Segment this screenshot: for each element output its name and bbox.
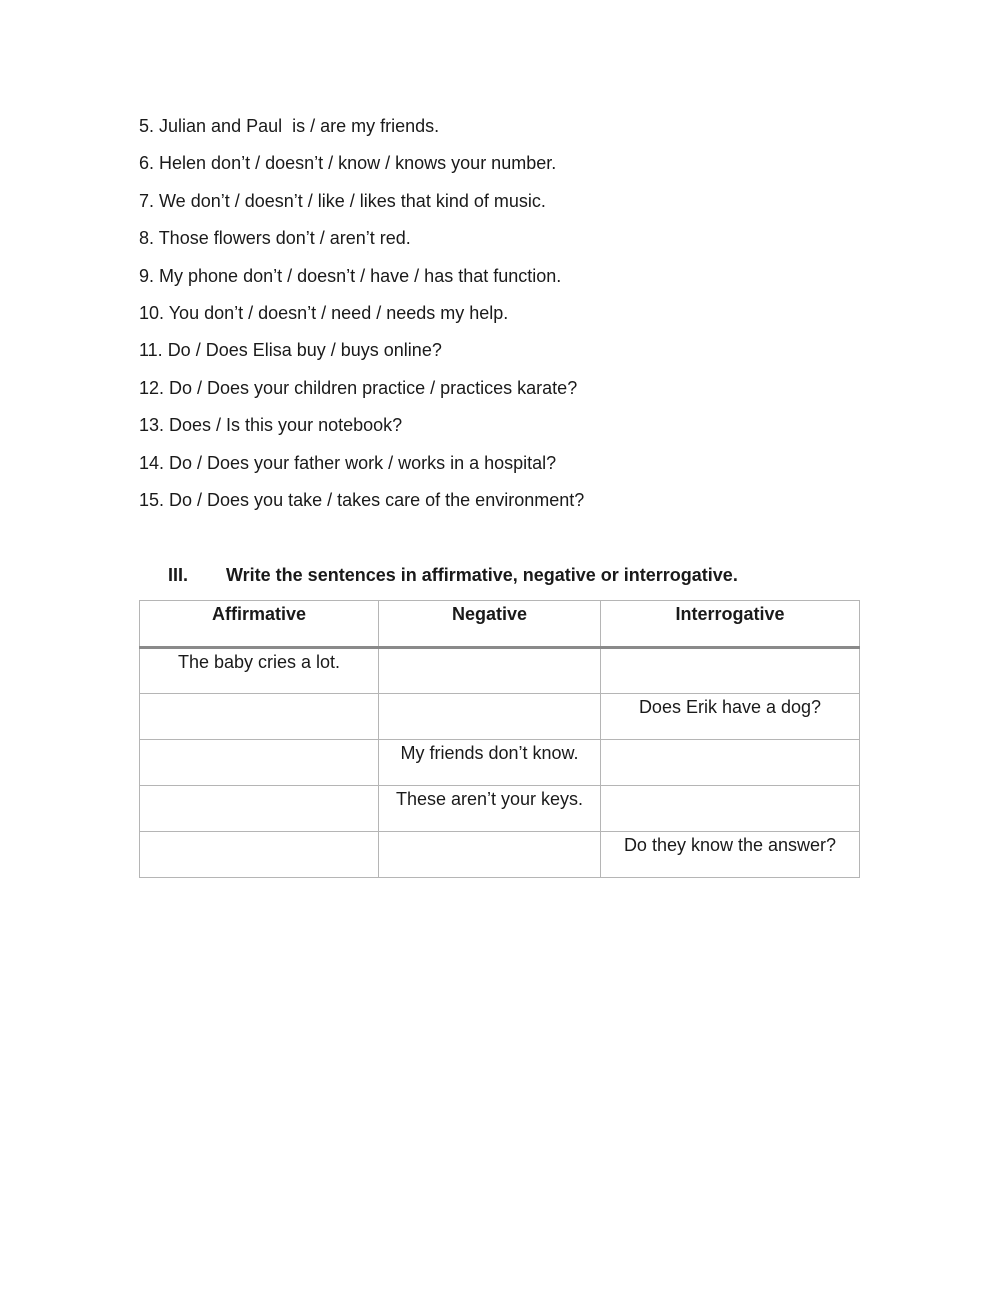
cell-interrogative[interactable]: Do they know the answer? (601, 832, 860, 878)
exercise-item-6: 6. Helen don’t / doesn’t / know / knows your number. (139, 153, 557, 174)
table-row (140, 786, 860, 832)
cell-affirmative[interactable] (140, 786, 379, 832)
cell-negative[interactable] (379, 832, 601, 878)
exercise-item-12: 12. Do / Does your children practice / practices karate? (139, 377, 578, 398)
header-affirmative: Affirmative (140, 601, 379, 648)
header-negative: Negative (379, 601, 601, 648)
section-heading (168, 563, 738, 587)
cell-interrogative[interactable] (601, 740, 860, 786)
cell-negative[interactable] (379, 694, 601, 740)
cell-interrogative[interactable] (601, 648, 860, 694)
table-row (140, 648, 860, 694)
cell-interrogative[interactable]: Does Erik have a dog? (601, 694, 860, 740)
table-row (140, 740, 860, 786)
cell-interrogative[interactable] (601, 786, 860, 832)
cell-affirmative[interactable] (140, 832, 379, 878)
table-row (140, 694, 860, 740)
exercise-item-8: 8. Those flowers don’t / aren’t red. (139, 228, 411, 249)
cell-negative[interactable]: My friends don’t know. (379, 740, 601, 786)
exercise-list (139, 114, 584, 525)
section-number: III. (168, 565, 189, 585)
exercise-item-14: 14. Do / Does your father work / works in a hospital? (139, 452, 557, 473)
exercise-item-10: 10. You don’t / doesn’t / need / needs my help. (139, 302, 509, 323)
exercise-item-7: 7. We don’t / doesn’t / like / likes that kind of music. (139, 190, 546, 211)
exercise-item-11: 11. Do / Does Elisa buy / buys online? (139, 340, 442, 361)
exercise-item-9: 9. My phone don’t / doesn’t / have / has that function. (139, 265, 562, 286)
cell-affirmative[interactable]: The baby cries a lot. (140, 648, 379, 694)
exercise-item-13: 13. Does / Is this your notebook? (139, 415, 403, 436)
exercise-item-5: 5. Julian and Paul is / are my friends. (139, 116, 440, 136)
cell-negative[interactable]: These aren’t your keys. (379, 786, 601, 832)
section-instruction: Write the sentences in affirmative, negative or interrogative. (226, 565, 738, 585)
cell-negative[interactable] (379, 648, 601, 694)
table-header-row (140, 601, 860, 648)
exercise-item-15: 15. Do / Does you take / takes care of the environment? (139, 489, 585, 510)
answer-table (139, 600, 860, 878)
header-interrogative: Interrogative (601, 601, 860, 648)
cell-affirmative[interactable] (140, 694, 379, 740)
cell-affirmative[interactable] (140, 740, 379, 786)
table-row (140, 832, 860, 878)
